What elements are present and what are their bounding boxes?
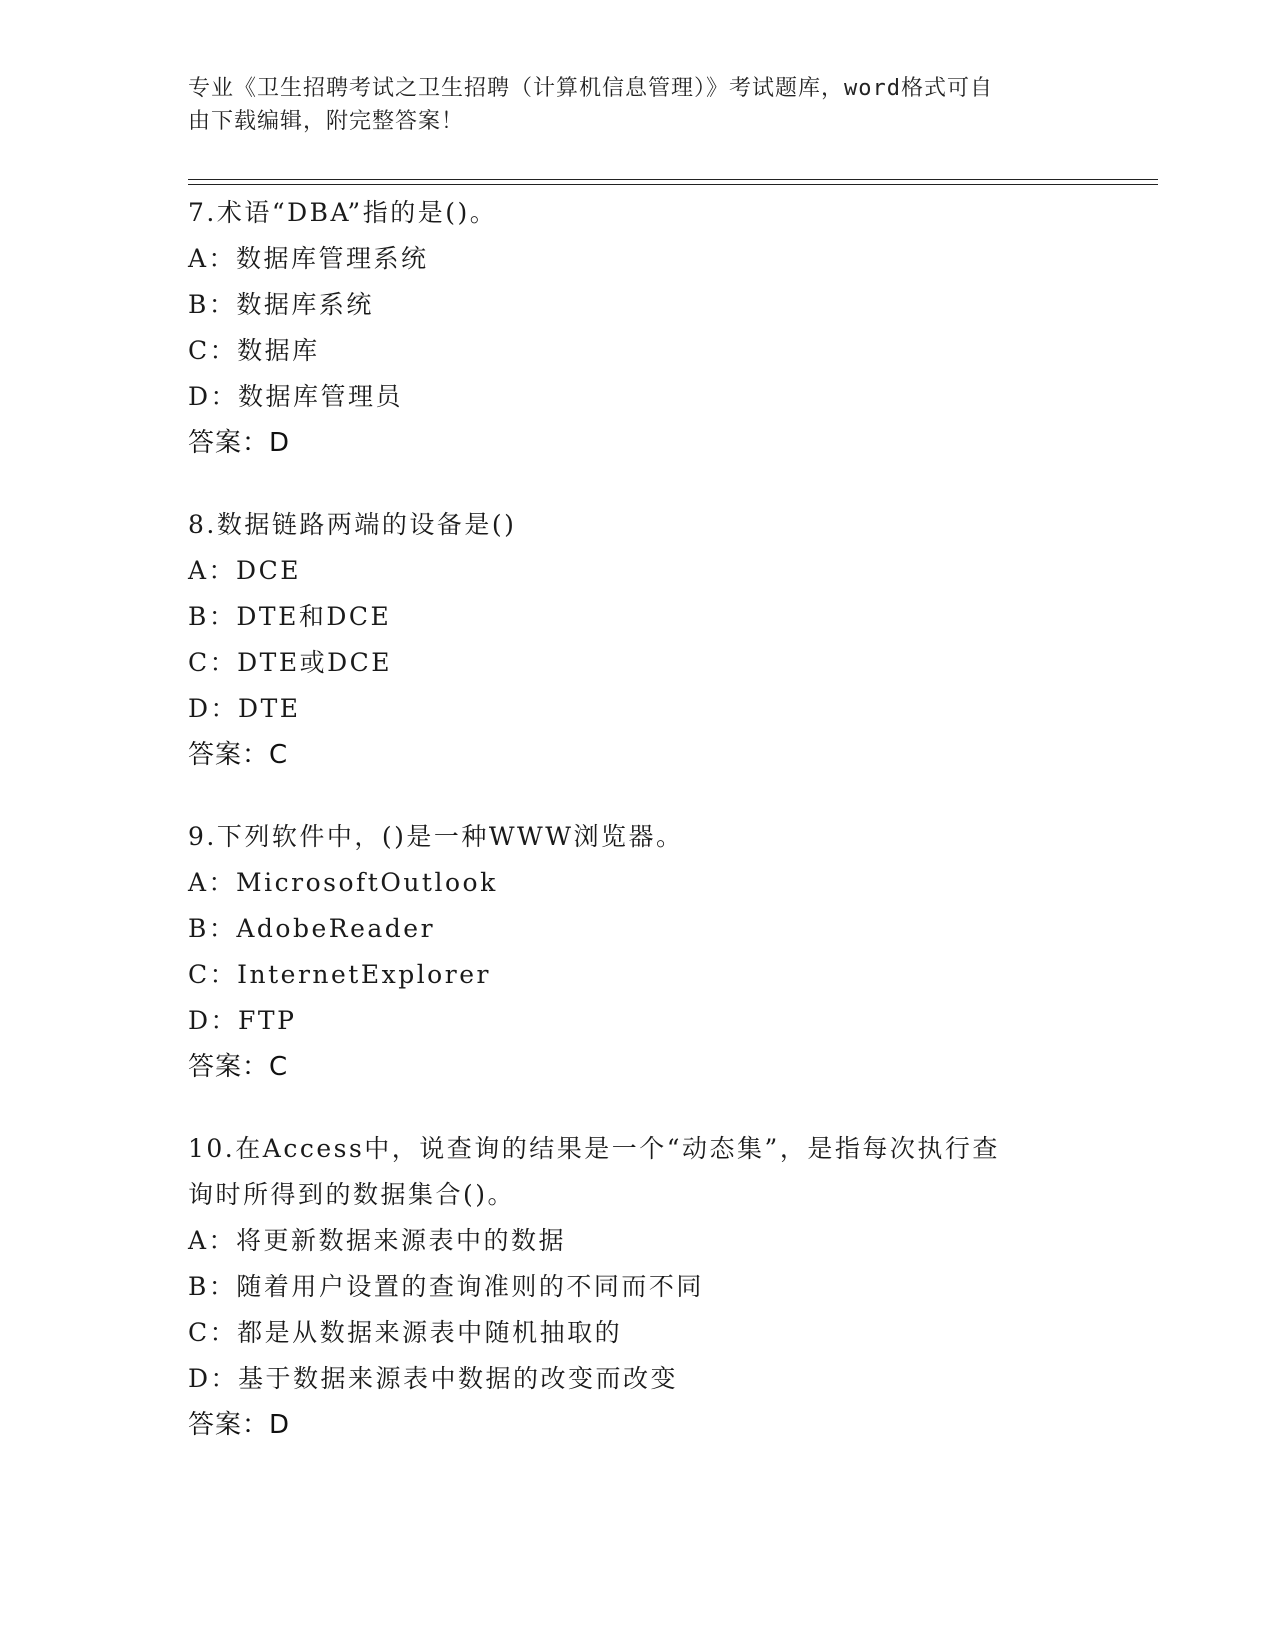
- option-d: D：FTP: [188, 1006, 297, 1035]
- question-10: [188, 1126, 1088, 1448]
- question-stem-line-2: 询时所得到的数据集合()。: [188, 1180, 516, 1209]
- question-7: [188, 190, 1088, 466]
- header-divider-top: [188, 179, 1158, 180]
- option-b: B：随着用户设置的查询准则的不同而不同: [188, 1272, 704, 1301]
- question-stem-line-1: 10.在Access中，说查询的结果是一个“动态集”，是指每次执行查: [188, 1134, 1000, 1163]
- header-line-1: 专业《卫生招聘考试之卫生招聘（计算机信息管理）》考试题库，word格式可自: [188, 76, 993, 101]
- header-divider-bottom: [188, 184, 1158, 185]
- question-stem: 9.下列软件中，()是一种WWW浏览器。: [188, 822, 684, 851]
- option-b: B：数据库系统: [188, 290, 374, 319]
- option-a: A：将更新数据来源表中的数据: [188, 1226, 567, 1255]
- question-stem: 7.术语“DBA”指的是()。: [188, 198, 498, 227]
- answer-text: 答案：C: [188, 740, 289, 770]
- document-header: [188, 72, 1068, 138]
- option-b: B：AdobeReader: [188, 914, 436, 943]
- option-c: C：InternetExplorer: [188, 960, 491, 989]
- option-b: B：DTE和DCE: [188, 602, 392, 631]
- question-8: [188, 502, 1088, 778]
- header-line-2: 由下载编辑，附完整答案！: [188, 109, 465, 134]
- option-d: D：数据库管理员: [188, 382, 404, 411]
- answer-text: 答案：D: [188, 1410, 291, 1440]
- answer-text: 答案：C: [188, 1052, 289, 1082]
- option-a: A：数据库管理系统: [188, 244, 429, 273]
- option-d: D：DTE: [188, 694, 301, 723]
- option-a: A：DCE: [188, 556, 301, 585]
- question-stem: 8.数据链路两端的设备是(): [188, 510, 517, 539]
- option-a: A：MicrosoftOutlook: [188, 868, 498, 897]
- option-c: C：都是从数据来源表中随机抽取的: [188, 1318, 623, 1347]
- option-c: C：DTE或DCE: [188, 648, 393, 677]
- option-c: C：数据库: [188, 336, 320, 365]
- question-list: [188, 190, 1088, 1484]
- answer-text: 答案：D: [188, 428, 291, 458]
- question-9: [188, 814, 1088, 1090]
- option-d: D：基于数据来源表中数据的改变而改变: [188, 1364, 679, 1393]
